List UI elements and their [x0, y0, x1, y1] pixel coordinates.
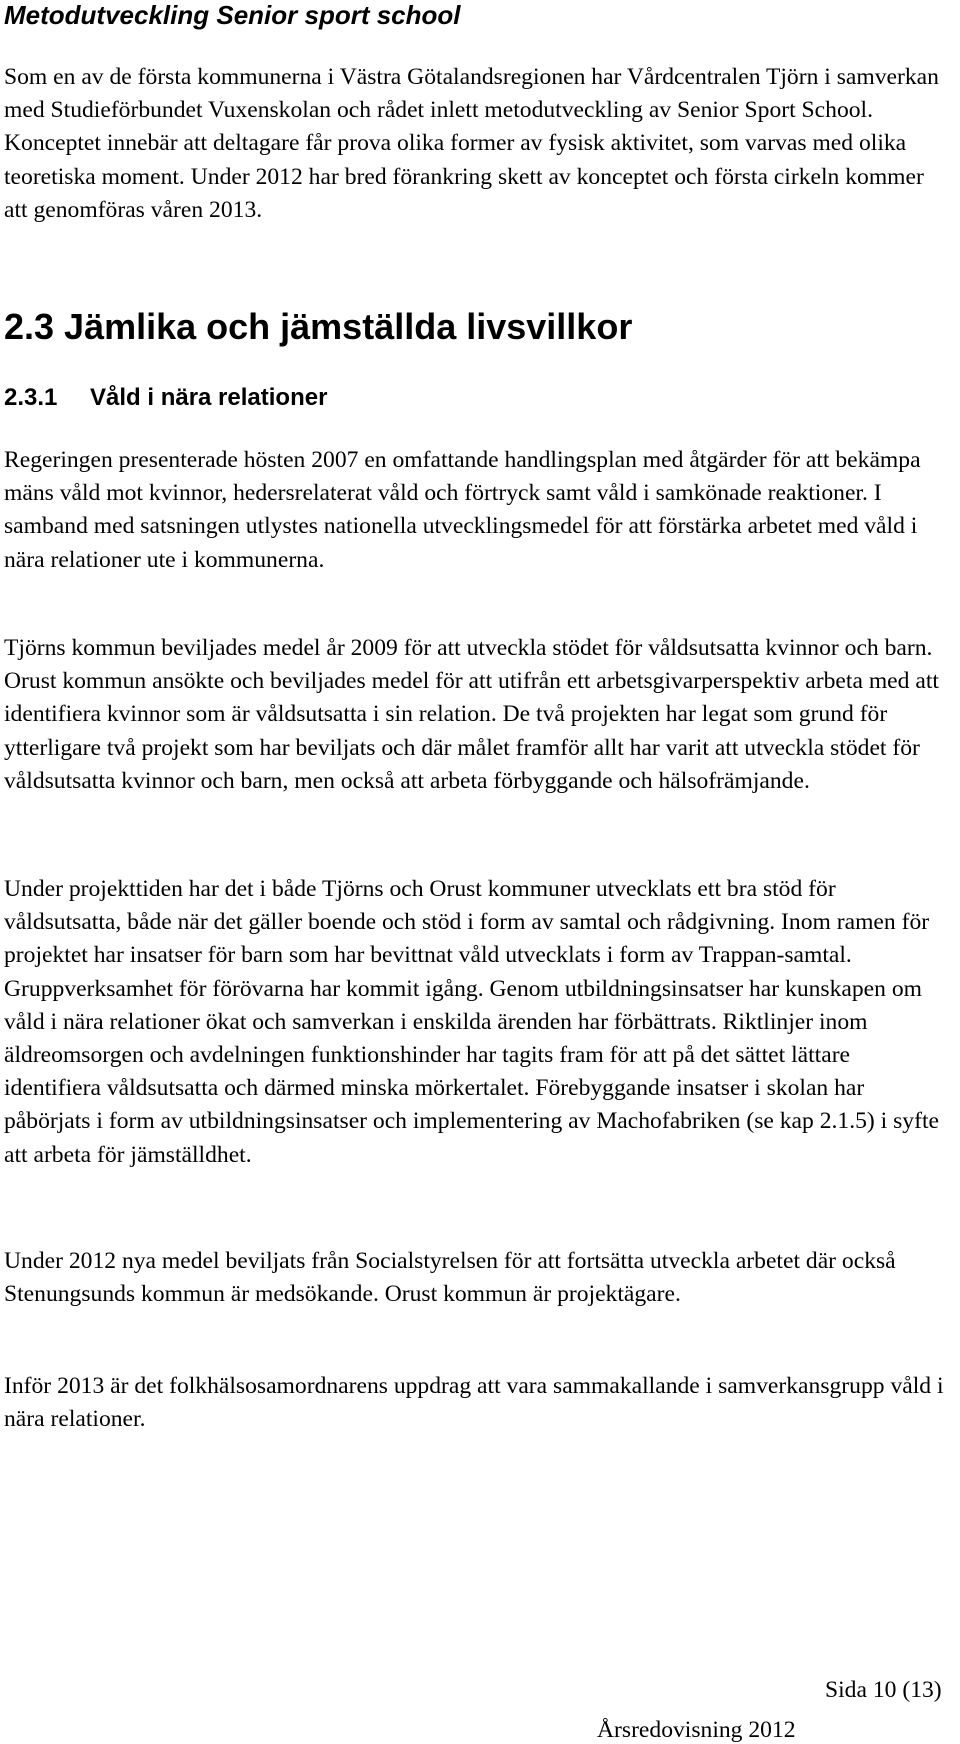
- footer-page-number: Sida 10 (13): [825, 1677, 942, 1703]
- paragraph-1: Regeringen presenterade hösten 2007 en omfattande handlingsplan med åtgärder för att bekämpa mäns våld mot kvinnor, hedersrelaterat våld och förtryck samt våld i samkönade reaktioner. I samband med satsningen utlystes nationella utvecklingsmedel för att förstärka arbetet med våld i nära relationer ute i kommunerna.: [4, 447, 921, 573]
- paragraph-2: Tjörns kommun beviljades medel år 2009 för att utveckla stödet för våldsutsatta kvinnor och barn. Orust kommun ansökte och beviljades medel för att utifrån ett arbetsgivarperspektiv arbeta med att identifiera kvinnor som är våldsutsatta i sin relation. De två projekten har legat som grund för ytterligare två projekt som har beviljats och där målet framför allt har varit att utveckla stödet för våldsutsatta kvinnor och barn, men också att arbeta förbyggande och hälsofrämjande.: [4, 635, 939, 794]
- subsection-number: 2.3.1: [4, 384, 58, 411]
- intro-paragraph: Som en av de första kommunerna i Västra Götalandsregionen har Vårdcentralen Tjörn i samverkan med Studieförbundet Vuxenskolan och rådet inlett metodutveckling av Senior Sport School. Konceptet innebär att deltagare får prova olika former av fysisk aktivitet, som varvas med olika teoretiska moment. Under 2012 har bred förankring skett av konceptet och första cirkeln kommer att genomföras våren 2013.: [4, 64, 939, 223]
- section-heading: 2.3 Jämlika och jämställda livsvillkor: [4, 306, 633, 347]
- top-heading: Metodutveckling Senior sport school: [4, 0, 461, 30]
- subsection-heading: [4, 383, 327, 413]
- footer-document-title: Årsredovisning 2012: [597, 1717, 796, 1743]
- paragraph-4: Under 2012 nya medel beviljats från Socialstyrelsen för att fortsätta utveckla arbetet där också Stenungsunds kommun är medsökande. Orust kommun är projektägare.: [4, 1248, 896, 1308]
- paragraph-3: Under projekttiden har det i både Tjörns och Orust kommuner utvecklats ett bra stöd för våldsutsatta, både när det gäller boende och stöd i form av samtal och rådgivning. Inom ramen för projektet har insatser för barn som har bevittnat våld utvecklats i form av Trappan-samtal. Gruppverksamhet för förövarna har kommit igång. Genom utbildningsinsatser har kunskapen om våld i nära relationer ökat och samverkan i enskilda ärenden har förbättrats. Riktlinjer inom äldreomsorgen och avdelningen funktionshinder har tagits fram för att på det sättet lättare identifiera våldsutsatta och därmed minska mörkertalet. Förebyggande insatser i skolan har påbörjats i form av utbildningsinsatser och implementering av Machofabriken (se kap 2.1.5) i syfte att arbeta för jämställdhet.: [4, 876, 939, 1168]
- paragraph-5: Inför 2013 är det folkhälsosamordnarens uppdrag att vara sammakallande i samverkansgrupp våld i nära relationer.: [4, 1373, 944, 1433]
- subsection-title: Våld i nära relationer: [90, 384, 328, 411]
